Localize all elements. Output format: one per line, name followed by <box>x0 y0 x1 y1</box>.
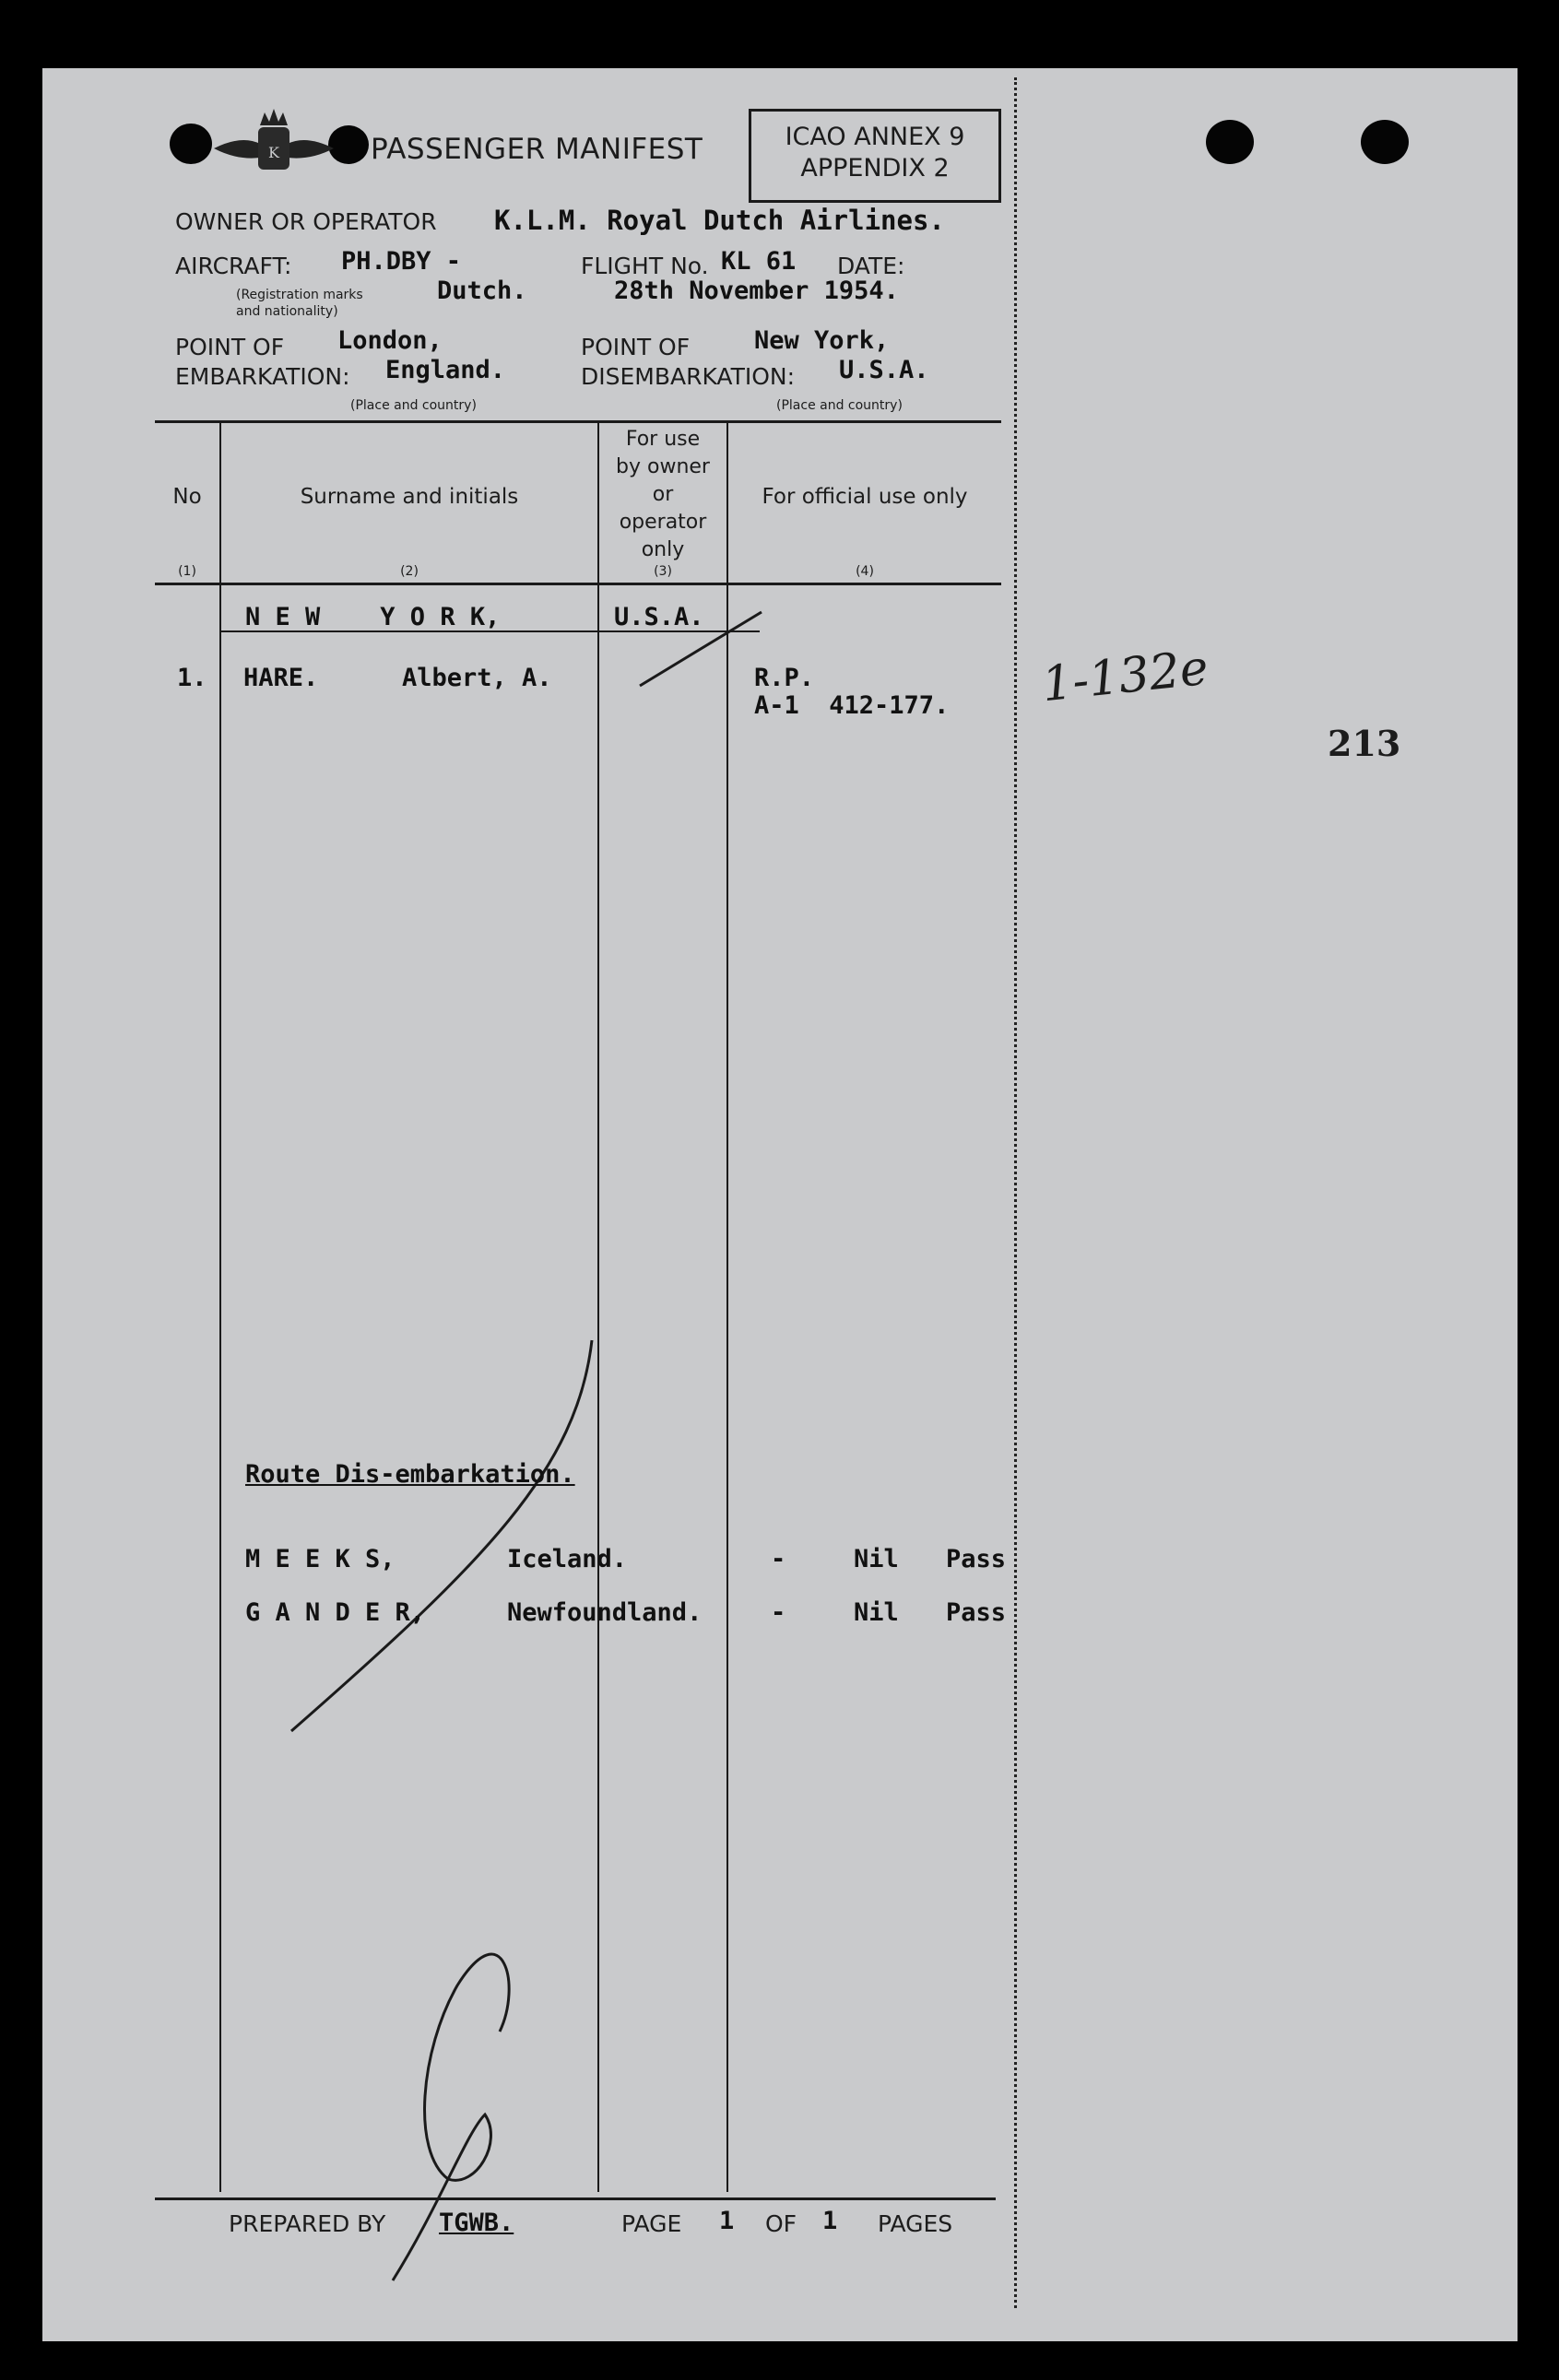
date-value: 28th November 1954. <box>614 277 899 305</box>
route-row-2-dash: - <box>771 1598 786 1627</box>
route-row-2-place: G A N D E R, <box>245 1598 426 1627</box>
row-1-surname: HARE. <box>243 664 319 692</box>
disembarkation-note: (Place and country) <box>776 398 903 413</box>
route-row-1-count: Nil <box>854 1545 899 1573</box>
col-no-num: (1) <box>178 564 196 579</box>
manifest-title: PASSENGER MANIFEST <box>371 133 703 166</box>
handwritten-signature <box>42 68 1518 2341</box>
route-heading: Route Dis-embarkation. <box>245 1460 575 1489</box>
col-official-num: (4) <box>856 564 874 579</box>
svg-text:K: K <box>268 144 279 161</box>
disembarkation-label-2: DISEMBARKATION: <box>581 363 796 390</box>
embarkation-label-2: EMBARKATION: <box>175 363 350 390</box>
annex-label: ICAO ANNEX 9 <box>785 123 965 151</box>
col-owner-header-4: operator <box>619 511 707 534</box>
manifest-sheet <box>42 68 1518 2341</box>
route-row-1-country: Iceland. <box>507 1545 628 1573</box>
aircraft-nationality: Dutch. <box>437 277 527 305</box>
flight-label: FLIGHT No. <box>581 253 709 279</box>
col-owner-header-5: only <box>641 538 685 561</box>
disembarkation-country: U.S.A. <box>839 356 929 384</box>
row-1-official-1: R.P. <box>754 664 815 692</box>
embarkation-label-1: POINT OF <box>175 334 285 360</box>
date-label: DATE: <box>837 253 905 279</box>
route-row-2-country: Newfoundland. <box>507 1598 703 1627</box>
prepared-by-value: TGWB. <box>439 2209 514 2237</box>
route-row-1-pass: Pass <box>946 1545 1007 1573</box>
route-row-1-place: M E E K S, <box>245 1545 396 1573</box>
page-value: 1 <box>719 2207 735 2235</box>
route-row-2-count: Nil <box>854 1598 899 1627</box>
row-1-official-2: A-1 412-177. <box>754 691 950 720</box>
col-owner-num: (3) <box>654 564 672 579</box>
disembarkation-label-1: POINT OF <box>581 334 691 360</box>
aircraft-value: PH.DBY - <box>341 247 462 276</box>
embarkation-note: (Place and country) <box>350 398 477 413</box>
page-stamp: 213 <box>1328 723 1401 764</box>
row-1-no: 1. <box>177 664 207 692</box>
col-owner-header-2: by owner <box>616 455 710 478</box>
owner-label: OWNER OR OPERATOR <box>175 208 437 235</box>
registration-note-1: (Registration marks <box>236 288 363 302</box>
embarkation-city: London, <box>337 326 443 355</box>
col-no-header: No <box>172 485 202 509</box>
registration-note-2: and nationality) <box>236 304 338 319</box>
route-row-2-pass: Pass <box>946 1598 1007 1627</box>
aircraft-label: AIRCRAFT: <box>175 253 292 279</box>
destination-city: N E W Y O R K, <box>245 603 501 631</box>
page-label: PAGE <box>621 2210 682 2237</box>
row-1-initials: Albert, A. <box>402 664 552 692</box>
prepared-by-label: PREPARED BY <box>229 2210 386 2237</box>
destination-country: U.S.A. <box>614 603 704 631</box>
embarkation-country: England. <box>385 356 506 384</box>
pages-label: PAGES <box>878 2210 953 2237</box>
route-row-1-dash: - <box>771 1545 786 1573</box>
disembarkation-city: New York, <box>754 326 890 355</box>
flight-value: KL 61 <box>721 247 797 276</box>
col-surname-num: (2) <box>400 564 419 579</box>
owner-value: K.L.M. Royal Dutch Airlines. <box>494 205 945 236</box>
handwritten-note: 1-132e <box>1039 640 1211 713</box>
col-owner-header-3: or <box>652 483 674 506</box>
col-surname-header: Surname and initials <box>300 485 519 509</box>
of-label: OF <box>765 2210 797 2237</box>
appendix-label: APPENDIX 2 <box>800 154 950 183</box>
total-pages-value: 1 <box>822 2207 838 2235</box>
col-owner-header-1: For use <box>625 428 701 451</box>
col-official-header: For official use only <box>762 485 968 509</box>
